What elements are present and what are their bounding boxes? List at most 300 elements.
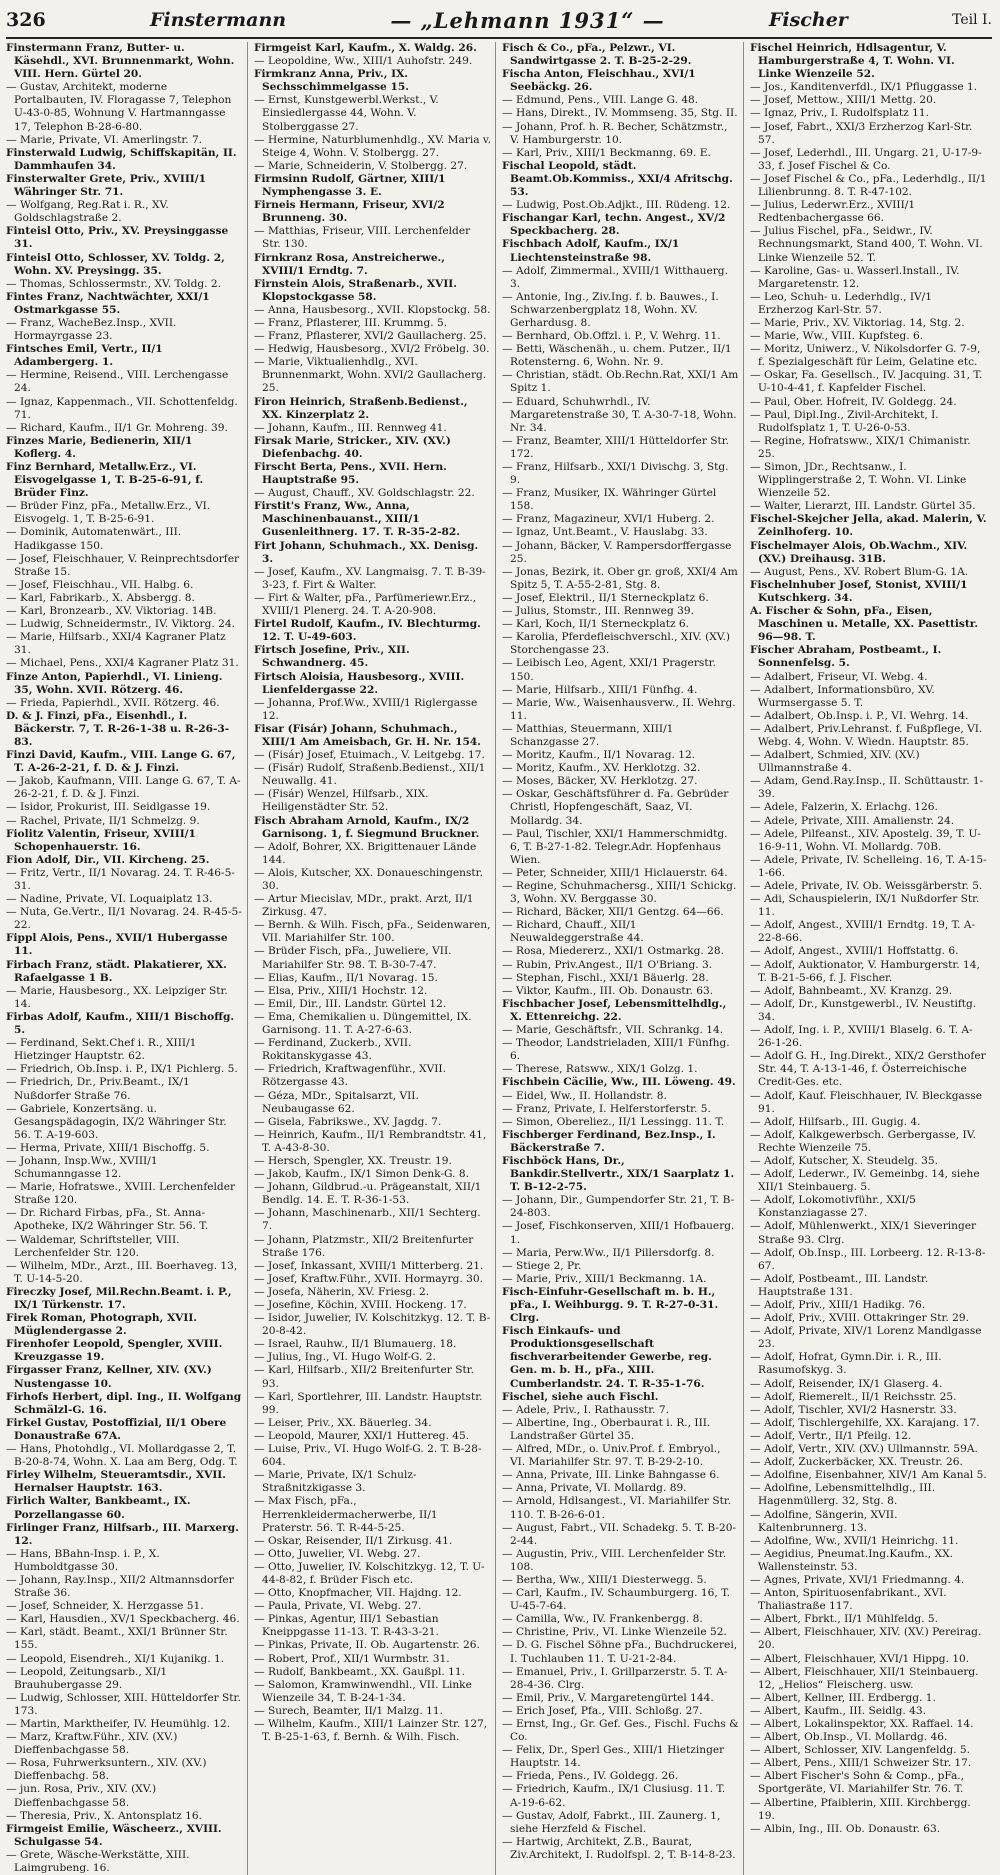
directory-entry: — Marie, Priv., XIII/1 Beckmanng. 1A. — [502, 1272, 707, 1285]
directory-entry: — Otto, Juwelier, VI. Webg. 27. — [254, 1547, 421, 1560]
directory-entry: — Friedrich, Ob.Insp. i. P., IX/1 Pichlerg. 5. — [6, 1063, 238, 1076]
directory-entry: A. Fischer & Sohn, pFa., Eisen, Maschinen u. Metalle, XX. Pasettistr. 96—98. T. — [750, 605, 979, 644]
directory-entry: — Jakob, Kaufmann, VIII. Lange G. 67, T. A-26-2-21, f. D. & J. Finzi. — [6, 775, 241, 801]
directory-entry: — Franz, Pflasterer, III. Krummg. 5. — [254, 316, 448, 329]
directory-entry: — Johann, Maschinenarb., XII/1 Sechterg. 7. — [254, 1207, 481, 1233]
directory-entry: — Karl, Sportlehrer, III. Landstr. Hauptstr. 99. — [254, 1390, 483, 1416]
directory-entry: — Firt & Walter, pFa., Parfümeriewr.Erz., XVIII/1 Plenerg. 24. T. A-20-908. — [254, 591, 477, 618]
directory-entry: Finsterwalter Grete, Priv., XVIII/1 Währinger Str. 71. — [6, 172, 206, 199]
directory-entry: — Adele, Priv., I. Rathausstr. 7. — [502, 1403, 670, 1416]
directory-entry: D. & J. Finzi, pFa., Eisenhdl., I. Bäckerstr. 7, T. R-26-1-38 u. R-26-3-83. — [6, 709, 230, 748]
directory-entry: — Albert, Kellner, III. Erdbergg. 1. — [750, 1691, 936, 1704]
directory-entry: — Marz, Kraftw.Führ., XIV. (XV.) Dieffenbachgasse 58. — [6, 1731, 178, 1757]
directory-entry: — Hedwig, Hausbesorg., XVI/2 Fröbelg. 30. — [254, 343, 490, 356]
directory-entry: — Leiser, Priv., XX. Bäuerleg. 34. — [254, 1416, 432, 1429]
directory-entry: — Adolf, Zuckerbäcker, XX. Treustr. 26. — [750, 1456, 963, 1469]
directory-entry: — Johann, Dir., Gumpendorfer Str. 21, T. B-24-803. — [502, 1194, 735, 1220]
directory-entry: — Josef, Kaufm., XV. Langmaisg. 7. T. B-39-3-23, f. Firt & Walter. — [254, 565, 486, 591]
directory-entry: — Marie, Private, VI. Amerlingstr. 7. — [6, 133, 203, 146]
directory-entry: Firbach Franz, städt. Plakatierer, XX. Rafaelgasse 1 B. — [6, 958, 227, 984]
directory-entry: Fischbach Adolf, Kaufm., IX/1 Liechtensteinstraße 98. — [502, 238, 680, 264]
directory-entry: Firbas Adolf, Kaufm., XIII/1 Bischoffg. 5. — [6, 1010, 235, 1037]
header-rule — [6, 37, 992, 39]
directory-entry: — Julius, Ing., VI. Hugo Wolf-G. 2. — [254, 1351, 436, 1364]
directory-entry: — Ludwig, Schneidermstr., IV. Viktorg. 24. — [6, 618, 235, 631]
directory-entry: — Albert Fischer's Sohn & Comp., pFa., Sportgeräte, VI. Mariahilfer Str. 76. T. — [750, 1770, 965, 1796]
directory-entry: — Ferdinand, Sekt.Chef i. R., XIII/1 Hietzinger Hauptstr. 62. — [6, 1037, 197, 1063]
directory-entry: — Jos., Kanditenverfdl., IX/1 Pfluggasse 1. — [750, 81, 978, 94]
directory-entry: — Adolf, Vertr., XIV. (XV.) Ullmannstr. 59A. — [750, 1443, 978, 1456]
directory-entry: — Franz, Private, I. Helferstorferstr. 5. — [502, 1102, 711, 1115]
directory-entry: — Adolf, Hofrat, Gymn.Dir. i. R., III. Rasumofskyg. 3. — [750, 1351, 942, 1377]
directory-entry: Firt Johann, Schuhmach., XX. Denisg. 3. — [254, 539, 479, 565]
directory-entry: — Adolfine, Sängerin, XVII. Kaltenbrunnerg. 13. — [750, 1508, 898, 1534]
directory-entry: — Albert, Fleischhauer, XIV. (XV.) Pereirag. 20. — [750, 1626, 982, 1652]
directory-entry: — Fritz, Vertr., II/1 Novarag. 24. T. R-46-5-31. — [6, 866, 235, 892]
directory-entry: Fisch Abraham Arnold, Kaufm., IX/2 Garnisong. 1, f. Siegmund Bruckner. — [254, 814, 480, 840]
directory-entry: — Adolf, Auktionator, V. Hamburgerstr. 14, T. B-21-5-66, f. J. Fischer. — [750, 958, 980, 984]
directory-entry: — Erich Josef, Pfa., VIII. Schloßg. 27. — [502, 1704, 703, 1717]
directory-entry: Fiolitz Valentin, Friseur, XVIII/1 Schopenhauerstr. 16. — [6, 827, 196, 853]
directory-entry: — Surech, Beamter, II/1 Malzg. 11. — [254, 1704, 443, 1717]
directory-entry: — August, Chauff., XV. Goldschlagstr. 22. — [254, 487, 475, 500]
directory-entry: Firscht Berta, Pens., XVII. Hern. Hauptstraße 95. — [254, 461, 447, 487]
directory-entry: — Anna, Hausbesorg., XVII. Klopstockg. 58. — [254, 303, 491, 316]
directory-entry: — Julius, Lederwr.Erz., XVIII/1 Redtenbachergasse 66. — [750, 199, 916, 225]
directory-entry: — Moses, Bäcker, XV. Herklotzg. 27. — [502, 775, 698, 788]
directory-entry: Finteisl Otto, Schlosser, XV. Toldg. 2, Wohn. XV. Preysingg. 35. — [6, 251, 225, 277]
directory-entry: — August, Fabrt., VII. Schadekg. 5. T. B-20-2-44. — [502, 1521, 737, 1547]
directory-entry: — Bernhard, Ob.Offzl. i. P., V. Wehrg. 11. — [502, 330, 721, 343]
directory-entry: Firnstein Alois, Straßenarb., XVII. Klopstockgasse 58. — [254, 277, 457, 303]
directory-entry: — Karolia, Pferdefleischverschl., XIV. (XV.) Storchengasse 23. — [502, 631, 731, 657]
directory-entry: Fireczky Josef, Mil.Rechn.Beamt. i. P., IX/1 Türkenstr. 17. — [6, 1285, 232, 1311]
directory-entry: Firtsch Josefine, Priv., XII. Schwandnerg. 45. — [254, 644, 410, 670]
directory-entry: — Jakob, Kaufm., IX/1 Simon Denk-G. 8. — [254, 1168, 469, 1181]
directory-entry: Fischelnhuber Josef, Stonist, XVIII/1 Kutschkerg. 34. — [750, 578, 968, 604]
directory-entry: Finz Bernhard, Metallw.Erz., VI. Eisvogelgasse 1, T. B-25-6-91, f. Brüder Finz. — [6, 461, 204, 500]
directory-entry: — Nadine, Private, VI. Loquaiplatz 13. — [6, 893, 213, 906]
directory-entry: — Adolf, Tischlergehilfe, XX. Karajang. 17. — [750, 1416, 980, 1429]
directory-entry: — Adolf, Private, XIV/1 Lorenz Mandlgasse 23. — [750, 1325, 982, 1351]
directory-entry: — Marie, Hilfsarb., XIII/1 Fünfhg. 4. — [502, 683, 698, 696]
directory-entry: — Friedrich, Kaufm., IX/1 Clusiusg. 11. T. A-19-6-62. — [502, 1783, 726, 1809]
directory-entry: — Christian, städt. Ob.Rechn.Rat, XXI/1 Am Spitz 1. — [502, 369, 739, 395]
column-2 — [254, 42, 496, 1875]
directory-entry: — Adam, Gend.Ray.Insp., II. Schüttaustr. 1-39. — [750, 775, 984, 801]
directory-entry: — Richard, Bäcker, XII/1 Gentzg. 64—66. — [502, 906, 724, 919]
directory-entry: — Adele, Private, IV. Schelleing. 16, T. A-15-1-66. — [750, 853, 987, 879]
directory-entry: — Josef, Lederhdl., III. Ungarg. 21, U-17-9-33, f. Josef Fischel & Co. — [750, 146, 982, 172]
column-4 — [750, 42, 992, 1875]
directory-entry: — Karl, Hausdien., XV/1 Speckbacherg. 46. — [6, 1613, 240, 1626]
directory-entry: — Johann, Bäcker, V. Rampersdorffergasse 25. — [502, 539, 732, 565]
directory-entry: — Elias, Kaufm., II/1 Novarag. 15. — [254, 971, 438, 984]
directory-entry: Fischer Abraham, Postbeamt., I. Sonnenfelsg. 5. — [750, 644, 942, 670]
directory-entry: — Ludwig, Post.Ob.Adjkt., III. Rüdeng. 12. — [502, 199, 731, 212]
directory-entry: — Marie, Schneiderin, V. Stolbergg. 27. — [254, 159, 468, 172]
directory-entry: — Adolf, Tischler, XVI/2 Hasnerstr. 33. — [750, 1403, 957, 1416]
directory-entry: — Karl, Priv., XIII/1 Beckmanng. 69. E. — [502, 146, 711, 159]
directory-entry: Firkel Gustav, Postoffizial, II/1 Obere Donaustraße 67A. — [6, 1416, 227, 1442]
directory-entry: — Hans, Direkt., IV. Mommseng. 35, Stg. II. — [502, 107, 738, 120]
directory-entry: Firtsch Aloisia, Hausbesorg., XVIII. Lienfeldergasse 22. — [254, 670, 465, 696]
directory-entry: Fischel Heinrich, Hdlsagentur, V. Hamburgerstraße 4, T. Wohn. VI. Linke Wienzeile 52. — [750, 42, 955, 81]
directory-entry: — Karl, städt. Beamt., XXI/1 Brünner Str. 155. — [6, 1626, 228, 1652]
column-1 — [6, 42, 248, 1875]
directory-entry: Finsterwald Ludwig, Schiffskapitän, II. Dammhaufen 34. — [6, 146, 237, 172]
directory-entry: — Adolf G. H., Ing.Direkt., XIX/2 Gersthofer Str. 44, T. A-13-1-46, f. Österreichische Credit-Ges. etc. — [750, 1050, 986, 1089]
directory-entry: — Hans, BBahn-Insp. i. P., X. Humboldtgasse 30. — [6, 1547, 160, 1573]
directory-entry: — Josef, Fabrt., XXI/3 Erzherzog Karl-Str. 57. — [750, 120, 973, 146]
directory-entry: Firmgeist Emilie, Wäscheerz., XVIII. Schulgasse 54. — [6, 1822, 222, 1848]
directory-entry: — Franz, WacheBez.Insp., XVII. Hormayrgasse 23. — [6, 316, 177, 343]
directory-entry: — Viktor, Kaufm., III. Ob. Donaustr. 63. — [502, 984, 714, 997]
directory-entry: Firnkranz Rosa, Anstreicherwe., XVIII/1 Erndtg. 7. — [254, 251, 445, 277]
directory-entry: — Rubin, Priv.Angest., II/1 O'Briang. 3. — [502, 958, 713, 971]
directory-entry: — Gustav, Architekt, moderne Portalbauten, IV. Floragasse 7, Telephon U-43-0-85, Wohnung V. Hartmanngasse 17, Telephon B-28-6-80. — [6, 81, 232, 133]
directory-entry: — Adolf, Lederwr., IV. Gemeinbg. 14, siehe XII/1 Steinbauerg. 5. — [750, 1168, 980, 1194]
directory-entry: Fischangar Karl, techn. Angest., XV/2 Speckbacherg. 28. — [502, 212, 726, 238]
directory-entry: — Adele, Pilfeanst., XIV. Apostelg. 39, T. U-16-9-11, Wohn. VI. Mollardg. 70B. — [750, 827, 981, 853]
directory-entry: — Peter, Schneider, XIII/1 Hiclauerstr. 64. — [502, 866, 728, 879]
directory-entry: — Albert, Fleischhauer, XII/1 Steinbauerg. 12, „Helios“ Fleischerg. usw. — [750, 1665, 979, 1691]
directory-entry: — Aegidius, Pneumat.Ing.Kaufm., XX. Wallensteinstr. 53. — [750, 1547, 953, 1573]
directory-entry: Fippl Alois, Pens., XVII/1 Hubergasse 11. — [6, 932, 228, 958]
directory-entry: Fischel, siehe auch Fischl. — [502, 1390, 659, 1403]
directory-entry: Firstit's Franz, Ww., Anna, Maschinenbauanst., XIII/1 Gusenleithnerg. 17. T. R-35-2-82. — [254, 500, 460, 539]
directory-entry: — Karl, Koch, II/1 Sterneckplatz 6. — [502, 618, 690, 631]
directory-entry: — Leopold, Maurer, XXI/1 Huttereg. 45. — [254, 1429, 470, 1442]
directory-entry: — Moritz, Kaufm., II/1 Novarag. 12. — [502, 749, 696, 762]
directory-entry: — Elsa, Priv., XIII/1 Hochstr. 12. — [254, 984, 428, 997]
directory-entry: — Wilhelm, MDr., Arzt., III. Boerhaveg. 13, T. U-14-5-20. — [6, 1259, 238, 1285]
directory-entry: — Adolf, Priv., XVIII. Ottakringer Str. 29. — [750, 1312, 970, 1325]
directory-entry: — Marie, Hausbesorg., XX. Leipziger Str. 14. — [6, 984, 228, 1010]
directory-entry: — Leo, Schuh- u. Lederhdlg., IV/1 Erzherzog Karl-Str. 57. — [750, 290, 932, 316]
directory-entry: — Adolfine, Ww., XVII/1 Heinrichg. 11. — [750, 1534, 959, 1547]
directory-entry: — Matthias, Friseur, VIII. Lerchenfelder Str. 130. — [254, 225, 471, 251]
directory-entry: — Gisela, Fabrikswe., XV. Jagdg. 7. — [254, 1115, 442, 1128]
directory-entry: Fintsches Emil, Vertr., II/1 Adambergerg. 1. — [6, 343, 163, 369]
directory-entry: — Hartwig, Architekt, Z.B., Baurat, Ziv.Architekt, I. Rudolfspl. 2, T. B-14-8-23. — [502, 1835, 736, 1861]
directory-entry: — Ernst, Ing., Gr. Gef. Ges., Fischl. Fuchs & Co. — [502, 1718, 739, 1744]
directory-entry: — Adolf, Kutscher, X. Steudelg. 35. — [750, 1154, 938, 1167]
directory-entry: Fischberger Ferdinand, Bez.Insp., I. Bäckerstraße 7. — [502, 1128, 716, 1154]
directory-entry: — Josef, Schneider, X. Herzgasse 51. — [6, 1600, 204, 1613]
directory-entry: — Albertine, Ing., Oberbaurat i. R., III. Landstraßer Gürtel 35. — [502, 1416, 711, 1442]
directory-entry: — Walter, Lierarzt, III. Landstr. Gürtel 35. — [750, 500, 976, 513]
directory-entry: — Anna, Private, VI. Mollardg. 89. — [502, 1482, 687, 1495]
directory-entry: — Paul, Tischler, XXI/1 Hammerschmidtg. 6, T. B-27-1-82. Telegr.Adr. Hopfenhaus Wien. — [502, 827, 728, 866]
directory-entry: — Rudolf, Bankbeamt., XX. Gaußpl. 11. — [254, 1665, 465, 1678]
directory-entry: Finzes Marie, Bedienerin, XII/1 Koflerg. 4. — [6, 434, 193, 460]
directory-entry: — Eduard, Schuhwrhdl., IV. Margaretenstraße 30, T. A-30-7-18, Wohn. Nr. 34. — [502, 395, 737, 434]
directory-entry: — Adolf, Riemerelt., II/1 Reichsstr. 25. — [750, 1390, 957, 1403]
directory-entry: — Leopoldine, Ww., XIII/1 Auhofstr. 249. — [254, 55, 473, 68]
directory-entry: — (Fisár) Rudolf, Straßenb.Bedienst., XII/1 Neuwallg. 41. — [254, 762, 486, 788]
directory-entry: — Richard, Chauff., XII/1 Neuwaldeggerstraße 44. — [502, 919, 644, 945]
directory-entry: — Hans, Photohdlg., VI. Mollardgasse 2, T. B-20-8-74, Wohn. X. Laa am Berg, Odg. T. — [6, 1443, 238, 1469]
directory-entry: — Martin, Marktheifer, IV. Heumühlg. 12. — [6, 1718, 231, 1730]
directory-entry: — Josef, Fleischhau., VII. Halbg. 6. — [6, 578, 194, 591]
directory-entry: — Augustin, Priv., VIII. Lerchenfelder Str. 108. — [502, 1547, 727, 1573]
directory-entry: — Adele, Private, XIII. Amalienstr. 24. — [750, 814, 955, 827]
directory-entry: — Adolf, Angest., XVIII/1 Erndtg. 19, T. A-22-8-66. — [750, 919, 976, 945]
directory-entry: — Stiege 2, Pr. — [502, 1259, 582, 1272]
directory-entry: — Waldemar, Schriftsteller, VIII. Lerchenfelder Str. 120. — [6, 1233, 180, 1259]
directory-entry: — Ema, Chemikalien u. Düngemittel, IX. Garnisong. 11. T. A-27-6-63. — [254, 1010, 472, 1037]
directory-entry: — Franz, Magazineur, XVI/1 Huberg. 2. — [502, 513, 715, 526]
directory-entry: Fischal Leopold, städt. Beamt.Ob.Kommiss., XXI/4 Afritschg. 53. — [502, 159, 733, 199]
directory-entry: — Pinkas, Private, II. Ob. Augartenstr. 26. — [254, 1639, 480, 1652]
directory-entry: Firley Wilhelm, Steueramtsdir., XVII. Hernalser Hauptstr. 163. — [6, 1469, 226, 1495]
directory-entry: — Heinrich, Kaufm., II/1 Rembrandtstr. 41, T. A-43-8-30. — [254, 1128, 487, 1154]
directory-entry: Firneis Hermann, Friseur, XVI/2 Brunneng. 30. — [254, 199, 445, 225]
directory-entry: — Regine, Hofratsww., XIX/1 Chimanistr. 25. — [750, 434, 971, 460]
directory-entry: Fisch & Co., pFa., Pelzwr., VI. Sandwirtgasse 2. T. B-25-2-29. — [502, 42, 692, 68]
directory-entry: — Albert, Fbrkt., II/1 Mühlfeldg. 5. — [750, 1613, 938, 1626]
directory-entry: — Isidor, Prokurist, III. Seidlgasse 19. — [6, 801, 211, 814]
directory-entry: Firmgeist Karl, Kaufm., X. Waldg. 26. — [254, 42, 477, 54]
directory-entry: Fintes Franz, Nachtwächter, XXI/1 Ostmarkgasse 55. — [6, 290, 210, 316]
directory-entry: — Adolf, Zimmermal., XVIII/1 Witthauerg. 3. — [502, 264, 728, 290]
directory-entry: — Oskar, Reisender, II/1 Zirkusg. 41. — [254, 1534, 453, 1547]
directory-entry: — Karl, Bronzearb., XV. Viktoriag. 14B. — [6, 605, 217, 618]
directory-entry: — Alois, Kutscher, XX. Donaueschingenstr. 30. — [254, 866, 483, 892]
keyword-left: Finstermann — [149, 9, 287, 31]
directory-entry: — Adolf, Angest., XVIII/1 Hoffstattg. 6. — [750, 945, 959, 958]
directory-entry: — Josef, Fleischhauer, V. Reinprechtsdorfer Straße 15. — [6, 552, 240, 578]
directory-entry: Finze Anton, Papierhdl., VI. Linieng. 35, Wohn. XVII. Rötzerg. 46. — [6, 670, 223, 696]
directory-entry: — Marie, Hofratswe., XVIII. Lerchenfelder Straße 120. — [6, 1181, 236, 1207]
directory-entry: — Ignaz, Priv., I. Rudolfsplatz 11. — [750, 107, 929, 120]
directory-entry: — Simon, Obereliez., II/1 Lessingg. 11. T. — [502, 1115, 725, 1128]
directory-entry: — Ignaz, Unt.Beamt., V. Hauslabg. 33. — [502, 526, 708, 539]
directory-entry: — Paul, Dipl.Ing., Zivil-Architekt, I. Rudolfsplatz 1, T. U-26-0-53. — [750, 408, 939, 434]
directory-entry: — Friedrich, Dr., Priv.Beamt., IX/1 Nußdorfer Straße 76. — [6, 1076, 190, 1102]
directory-entry: — Friedrich, Kraftwagenführ., XVII. Rötzergasse 43. — [254, 1063, 446, 1089]
running-title: — „Lehmann 1931“ — — [390, 7, 665, 33]
directory-entry: — Hermine, Reisend., VIII. Lerchengasse 24. — [6, 369, 229, 395]
directory-entry: — Israel, Rauhw., II/1 Blumauerg. 18. — [254, 1338, 457, 1351]
directory-entry: — Julius Fischel, pFa., Seidwr., IV. Rechnungsmarkt, Stand 400, T. Wohn. VI. Linke Wienzeile 52. T. — [750, 225, 983, 264]
directory-entry: — Ignaz, Kappenmach., VII. Schottenfeldg. 71. — [6, 395, 238, 421]
directory-entry: — Anna, Private, III. Linke Bahngasse 6. — [502, 1469, 720, 1482]
directory-entry: — Dr. Richard Firbas, pFa., St. Anna-Apotheke, IX/2 Währinger Str. 56. T. — [6, 1207, 209, 1233]
directory-entry: — Marie, Ww., Waisenhausverw., II. Wehrg. 11. — [502, 696, 736, 722]
directory-entry: — Hersch, Spengler, XX. Treustr. 19. — [254, 1154, 452, 1167]
directory-entry: — Regine, Schuhmachersg., XIII/1 Schickg. 3, Wohn. XV. Berggasse 30. — [502, 880, 737, 906]
directory-entry: Finstermann Franz, Butter- u. Käsehdl., XVI. Brunnenmarkt, Wohn. VIII. Hern. Gürtel 20. — [6, 42, 235, 81]
directory-entry: — Josef, Mettow., XIII/1 Mettg. 20. — [750, 94, 937, 107]
directory-entry: — Anton, Spirituosenfabrikant., XVI. Thaliastraße 117. — [750, 1587, 947, 1613]
directory-entry: — (Fisár) Wenzel, Hilfsarb., XIX. Heiligenstädter Str. 52. — [254, 788, 429, 814]
directory-entry: — Albert, Ob.Insp., VI. Mollardg. 46. — [750, 1731, 948, 1744]
directory-entry: — Pinkas, Agentur, III/1 Sebastian Kneippgasse 11-13. T. R-43-3-21. — [254, 1613, 439, 1639]
directory-entry: — Adolf, Hilfsarb., III. Gugig. 4. — [750, 1115, 921, 1128]
directory-entry: — Edmund, Pens., VIII. Lange G. 48. — [502, 94, 699, 107]
directory-entry: — Adalbert, Priv.Lehranst. f. Fußpflege, VI. Webg. 4, Wohn. V. Wiedn. Hauptstr. 85. — [750, 722, 983, 748]
directory-entry: — Robert, Prof., XII/1 Wurmbstr. 31. — [254, 1652, 450, 1665]
directory-entry: — Emanuel, Priv., I. Grillparzerstr. 5. T. A-28-4-36. Clrg. — [502, 1665, 728, 1691]
directory-entry: — Adolf, Mühlenwerkt., XIX/1 Sieveringer Straße 93. Clrg. — [750, 1220, 977, 1246]
directory-entry: — Therese, Ratsww., XIX/1 Golzg. 1. — [502, 1063, 698, 1076]
directory-entry: — Grete, Wäsche-Werkstätte, XIII. Laimgrubeng. 16. — [6, 1848, 190, 1875]
directory-entry: — Karl, Hilfsarb., XII/2 Breitenfurter Str. 93. — [254, 1364, 475, 1390]
directory-entry: — Jonas, Bezirk, it. Ober gr. groß, XXI/4 Am Spitz 5, T. A-55-2-81, Stg. 8. — [502, 565, 738, 591]
directory-entry: — Johann, Ray.Insp., XII/2 Altmannsdorfer Straße 36. — [6, 1573, 234, 1600]
directory-entry: — Leopold, Eisendreh., XI/1 Kujanikg. 1. — [6, 1652, 225, 1665]
directory-entry: — Adolf, Dr., Kunstgewerbl., IV. Neustiftg. 34. — [750, 997, 977, 1023]
directory-entry: Fischböck Hans, Dr., Bankdir.Stellvertr., XIX/1 Saarplatz 1. T. B-12-2-75. — [502, 1154, 735, 1194]
directory-entry: — Josef, Fischkonserven, XIII/1 Hofbauerg. 1. — [502, 1220, 735, 1246]
directory-entry: Fischel-Skejcher Jella, akad. Malerin, V. Zeinlhoferg. 10. — [750, 513, 987, 539]
directory-entry: — Oskar, Geschäftsführer d. Fa. Gebrüder Christl, Hopfengeschäft, Saaz, VI. Mollardg. 34. — [502, 788, 729, 827]
directory-entry: — Theodor, Landstrieladen, XIII/1 Fünfhg. 6. — [502, 1037, 730, 1063]
directory-entry: Firek Roman, Photograph, XVII. Müglendergasse 2. — [6, 1312, 197, 1338]
directory-entry: — Johann, Gildbrud.-u. Prägeanstalt, XII/1 Bendlg. 14. E. T. R-36-1-53. — [254, 1181, 482, 1207]
columns — [6, 42, 992, 1875]
directory-entry: Firlinger Franz, Hilfsarb., III. Marxerg. 12. — [6, 1521, 239, 1547]
keyword-right: Fischer — [768, 9, 848, 31]
directory-entry: — Christine, Priv., VI. Linke Wienzeile 52. — [502, 1626, 727, 1639]
directory-entry: — Adalbert, Ob.Insp. i. P., VI. Wehrg. 14. — [750, 709, 969, 722]
directory-entry: — Adolf, Postbeamt., III. Landstr. Hauptstraße 131. — [750, 1272, 929, 1298]
directory-entry: — Betti, Wäschenäh., u. chem. Putzer., II/1 Rotensterng. 6, Wohn. Nr. 9. — [502, 343, 732, 369]
directory-entry: — Marie, Hilfsarb., XXI/4 Kagraner Platz 31. — [6, 631, 226, 657]
directory-entry: — Johann, Platzmstr., XII/2 Breitenfurter Straße 176. — [254, 1233, 474, 1259]
directory-entry: — Adolf, Ing. i. P., XVIII/1 Blaselg. 6. T. A-26-1-26. — [750, 1024, 973, 1050]
directory-entry: Fisch Einkaufs- und Produktionsgesellschaft fischverarbeitender Gewerbe, reg. Gen. m. b. H., pFa., XIII. Cumberlandstr. 24. T. R-35-1-76. — [502, 1325, 712, 1390]
directory-entry: — Adele, Falzerin, X. Erlachg. 126. — [750, 801, 938, 814]
directory-entry: — jun. Rosa, Priv., XIV. (XV.) Dieffenbachgasse 58. — [6, 1783, 157, 1809]
directory-entry: — Wolfgang, Reg.Rat i. R., XV. Goldschlagstraße 2. — [6, 199, 169, 225]
directory-entry: — Franz, Pflasterer, XVI/2 Gaullacherg. 25. — [254, 330, 487, 343]
directory-entry: — Ferdinand, Zuckerb., XVII. Rokitanskygasse 43. — [254, 1037, 412, 1063]
directory-entry: — Marie, Viktualienhdlg., XVI. Brunnenmarkt, Wohn. XVI/2 Gaullacherg. 25. — [254, 356, 487, 395]
directory-entry: — Gustav, Adolf, Fabrkt., III. Zaunerg. 1, siehe Herzfeld & Fischel. — [502, 1809, 721, 1835]
directory-entry: — Thomas, Schlossermstr., XV. Toldg. 2. — [6, 277, 221, 290]
directory-entry: — Alfred, MDr., o. Univ.Prof. f. Embryol., VI. Mariahilfer Str. 97. T. B-29-2-10. — [502, 1443, 721, 1469]
directory-entry: — Adalbert, Schmied, XIV. (XV.) Ullmannstraße 4. — [750, 749, 920, 775]
directory-entry: — Emil, Dir., III. Landstr. Gürtel 12. — [254, 997, 447, 1010]
directory-entry: — Adolf, Kauf. Fleischhauer, IV. Bleckgasse 91. — [750, 1089, 982, 1115]
directory-entry: — Marie, Private, IX/1 Schulz-Straßnitzkigasse 3. — [254, 1469, 417, 1495]
directory-entry: Firmkranz Anna, Priv., IX. Sechsschimmelgasse 15. — [254, 68, 409, 94]
directory-entry: — Adolf, Vertr., II/1 Pfeilg. 12. — [750, 1429, 912, 1442]
directory-entry: Firenhofer Leopold, Spengler, XVIII. Kreuzgasse 19. — [6, 1338, 223, 1364]
directory-entry: — Maria, Perw.Ww., II/1 Pillersdorfg. 8. — [502, 1246, 715, 1259]
directory-entry: — Matthias, Steuermann, XIII/1 Schanzgasse 27. — [502, 722, 674, 748]
directory-entry: — Antonie, Ing., Ziv.Ing. f. b. Bauwes., I. Schwarzenbergplatz 18, Wohn. XV. Gerhardusg. 8. — [502, 290, 719, 329]
directory-entry: — Bertha, Ww., XIII/1 Diesterwegg. 5. — [502, 1573, 707, 1586]
directory-entry: — Eidel, Ww., II. Hollandstr. 8. — [502, 1089, 667, 1102]
directory-entry: — Adolfine, Lebensmittelhdlg., III. Hagenmüllerg. 32, Stg. 8. — [750, 1482, 936, 1508]
directory-entry: — Brüder Fisch, pFa., Juweliere, VII. Mariahilfer Str. 98. T. B-30-7-47. — [254, 945, 452, 971]
directory-entry: — Leopold, Zeitungsarb., XI/1 Brauhubergasse 29. — [6, 1665, 168, 1691]
directory-entry: — (Fisár) Josef, Etuimach., V. Leitgebg. 17. — [254, 749, 485, 762]
directory-entry: — August, Pens., XV. Robert Blum-G. 1A. — [750, 565, 969, 578]
directory-entry: — Moritz, Kaufm., XV. Herklotzg. 32. — [502, 762, 701, 775]
directory-entry: — Paul, Ober. Hofreit, IV. Goldegg. 24. — [750, 395, 957, 408]
directory-entry: — Theresia, Priv., X. Antonsplatz 16. — [6, 1809, 202, 1822]
directory-entry: — Nuta, Ge.Vertr., II/1 Novarag. 24. R-45-5-22. — [6, 906, 242, 932]
directory-entry: — Adolf, Kalkgewerbsch. Gerbergasse, IV. Rechte Wienzeile 75. — [750, 1128, 976, 1154]
directory-entry: — Max Fisch, pFa., Herrenkleidermacherwerbe, II/1 Praterstr. 56. T. R-44-5-25. — [254, 1495, 438, 1534]
directory-entry: — Albertine, Pfaiblerin, XIII. Kirchbergg. 19. — [750, 1796, 971, 1822]
directory-entry: — Artur Miecislav, MDr., prakt. Arzt, II/1 Zirkusg. 47. — [254, 893, 474, 919]
directory-entry: — Frieda, Pens., IV. Goldegg. 26. — [502, 1770, 679, 1783]
directory-entry: — Arnold, Hdlsangest., VI. Mariahilfer Str. 110. T. B-26-6-01. — [502, 1495, 732, 1521]
directory-entry: — Johanna, Prof.Ww., XVIII/1 Riglergasse 12. — [254, 696, 478, 722]
directory-entry: — Camilla, Ww., IV. Frankenbergg. 8. — [502, 1613, 703, 1626]
directory-entry: — Karl, Fabrikarb., X. Absbergg. 8. — [6, 591, 195, 604]
directory-entry: — Gabriele, Konzertsäng. u. Gesangspädagogin, IX/2 Währinger Str. 56. T. A-19-603. — [6, 1102, 227, 1141]
directory-entry: — Brüder Finz, pFa., Metallw.Erz., VI. Eisvogelg. 1, T. B-25-6-91. — [6, 500, 211, 526]
directory-entry: Fischelmayer Alois, Ob.Wachm., XIV. (XV.) Dreihausg. 31B. — [750, 539, 968, 565]
directory-entry: — Marie, Ww., VIII. Kupfsteg. 6. — [750, 330, 924, 343]
directory-entry: — Carl, Kaufm., IV. Schaumburgerg. 16, T. U-45-7-64. — [502, 1587, 730, 1613]
directory-entry: — Adolf, Lokomotivführ., XXI/5 Konstanziagasse 27. — [750, 1194, 916, 1220]
directory-entry: — Franz, Hilfsarb., XXI/1 Divischg. 3, Stg. 9. — [502, 461, 729, 487]
directory-entry: Fisch-Einfuhr-Gesellschaft m. b. H., pFa., I. Weihburgg. 9. T. R-27-0-31. Clrg. — [502, 1285, 719, 1325]
directory-entry: — Adolf, Reisender, IX/1 Glaserg. 4. — [750, 1377, 943, 1390]
directory-entry: — Richard, Kaufm., II/1 Gr. Mohreng. 39. — [6, 421, 228, 434]
directory-entry: Fischbacher Josef, Lebensmittelhdlg., X. Ettenreichg. 22. — [502, 997, 727, 1023]
directory-entry: Finzi David, Kaufm., VIII. Lange G. 67, T. A-26-2-21, f. D. & J. Finzi. — [6, 749, 236, 775]
directory-entry: — Adolf, Ob.Insp., III. Lorbeerg. 12. R-13-8-67. — [750, 1246, 986, 1272]
directory-entry: — Albert, Schlosser, XIV. Langenfeldg. 5. — [750, 1744, 970, 1757]
directory-entry: — Franz, Beamter, XIII/1 Hütteldorfer Str. 172. — [502, 434, 730, 460]
directory-entry: — Marie, Geschäftsfr., VII. Schrankg. 14. — [502, 1024, 724, 1037]
directory-entry: — Agnes, Private, XVI/1 Friedmanng. 4. — [750, 1573, 965, 1586]
directory-entry: — Dominik, Automatenwärt., III. Hadikgasse 150. — [6, 526, 182, 552]
directory-entry: Fisar (Fisár) Johann, Schuhmach., XIII/1 Am Ameisbach, Gr. H. Nr. 154. — [254, 722, 481, 748]
directory-entry: — Karoline, Gas- u. Wasserl.Install., IV. Margaretenstr. 12. — [750, 264, 960, 290]
directory-entry: — Josef, Kraftw.Führ., XVII. Hormayrg. 30. — [254, 1272, 483, 1285]
directory-entry: — Rosa, Miedererz., XXI/1 Ostmarkg. 28. — [502, 945, 724, 958]
directory-entry: — Julius, Stomstr., III. Rennweg 39. — [502, 605, 694, 618]
directory-entry: — Adolf, Bahnbeamt., XV. Kranzg. 29. — [750, 984, 953, 997]
directory-entry: — Ernst, Kunstgewerbl.Werkst., V. Einsiedlergasse 44, Wohn. V. Stolberggasse 27. — [254, 94, 439, 133]
directory-entry: — Rosa, Fuhrwerksuntern., XIV. (XV.) Dieffenbachg. 58. — [6, 1757, 207, 1783]
directory-entry: — Adi, Schauspielerin, IX/1 Nußdorfer Str. 11. — [750, 893, 980, 919]
directory-entry: — Felix, Dr., Sperl Ges., XIII/1 Hietzinger Hauptstr. 14. — [502, 1744, 725, 1770]
directory-entry: — Géza, MDr., Spitalsarzt, VII. Neubaugasse 62. — [254, 1089, 419, 1115]
column-3 — [502, 42, 744, 1875]
directory-entry: — Otto, Knopfmacher, VII. Hajdng. 12. — [254, 1587, 462, 1600]
directory-entry: — Josefa, Näherin, XV. Friesg. 2. — [254, 1285, 430, 1298]
page-header — [6, 4, 992, 36]
directory-entry: — Salomon, Kramwinwendhl., VII. Linke Wienzeile 34, T. B-24-1-34. — [254, 1678, 472, 1704]
directory-entry: — Johann, Kaufm., III. Rennweg 41. — [254, 421, 447, 434]
directory-entry: — Emil, Priv., V. Margaretengürtel 144. — [502, 1691, 714, 1704]
directory-entry: — Adolf, Bohrer, XX. Brigittenauer Lände 144. — [254, 840, 477, 866]
directory-entry: — Johann, Prof. h. R. Becher, Schätzmstr., V. Hamburgerstr. 10. — [502, 120, 728, 146]
directory-entry: — Michael, Pens., XXI/4 Kagraner Platz 31. — [6, 657, 239, 670]
directory-entry: Fion Adolf, Dir., VII. Kircheng. 25. — [6, 853, 210, 866]
directory-entry: — Simon, JDr., Rechtsanw., I. Wipplingerstraße 2, T. Wohn. VI. Linke Wienzeile 52. — [750, 461, 967, 500]
directory-entry: — D. G. Fischel Söhne pFa., Buchdruckerei, I. Tuchlauben 11. T. U-21-2-84. — [502, 1639, 738, 1665]
directory-entry: — Otto, Juwelier, IV. Kolschitzkyg. 12, T. U-44-8-82, f. Brüder Fisch etc. — [254, 1560, 485, 1586]
directory-entry: — Adolfine, Eisenbahner, XIV/1 Am Kanal 5. — [750, 1469, 987, 1482]
directory-entry: — Albert, Lokalinspektor, XX. Raffael. 14. — [750, 1718, 974, 1730]
directory-entry: Firlich Walter, Bankbeamt., IX. Porzellangasse 60. — [6, 1495, 191, 1521]
directory-entry: Firhofs Herbert, dipl. Ing., II. Wolfgang Schmälzl-G. 16. — [6, 1390, 242, 1416]
directory-entry: — Rachel, Private, II/1 Schmelzg. 9. — [6, 814, 200, 827]
directory-entry: Fischa Anton, Fleischhau., XVI/1 Seebäckg. 26. — [502, 68, 696, 94]
